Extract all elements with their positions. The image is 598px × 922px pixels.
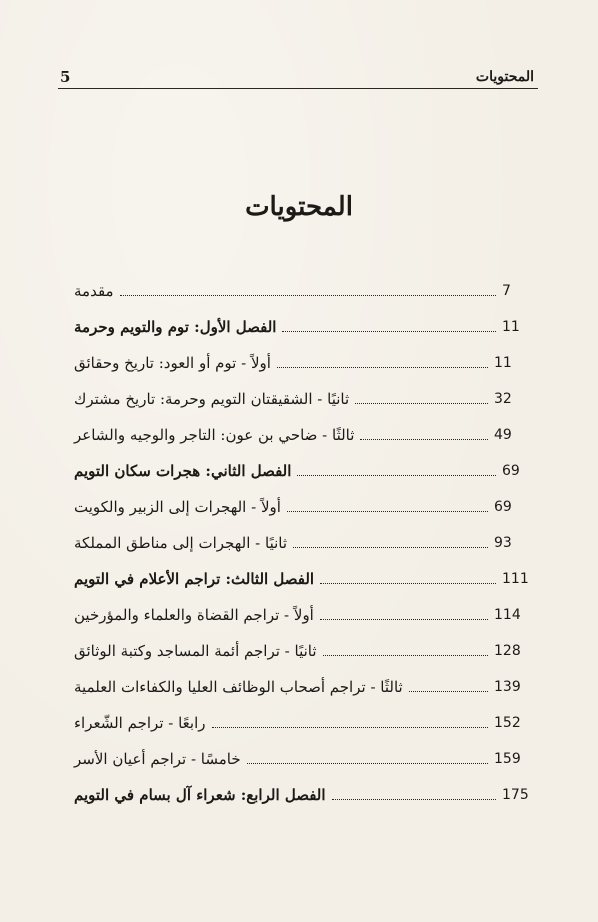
toc-entry xyxy=(74,378,540,414)
toc-entry xyxy=(74,450,540,486)
dot-leader xyxy=(287,511,488,512)
dot-leader xyxy=(320,619,488,620)
toc-entry-label: أولاً - تراجم القضاة والعلماء والمؤرخين xyxy=(74,606,314,624)
toc-entry xyxy=(74,414,540,450)
toc-entry xyxy=(74,738,540,774)
toc-entry-page: 32 xyxy=(494,391,512,407)
toc-entry-label: مقدمة xyxy=(74,282,114,300)
dot-leader xyxy=(120,295,496,296)
toc-entry-label: ثانيًا - الهجرات إلى مناطق المملكة xyxy=(74,534,288,552)
toc-entry xyxy=(74,666,540,702)
toc-entry xyxy=(74,306,540,342)
toc-entry-page: 175 xyxy=(502,787,529,803)
toc-entry-label: ثانيًا - تراجم أئمة المساجد وكتبة الوثائق xyxy=(74,642,317,660)
toc-entry-label: الفصل الثالث: تراجم الأعلام في التويم xyxy=(74,570,315,588)
dot-leader xyxy=(320,583,496,584)
dot-leader xyxy=(247,763,488,764)
toc-entry xyxy=(74,594,540,630)
dot-leader xyxy=(332,799,496,800)
toc-entry-page: 49 xyxy=(494,427,512,443)
toc-entry-page: 111 xyxy=(502,571,529,587)
toc-entry-page: 93 xyxy=(494,535,512,551)
toc-entry-label: ثانيًا - الشقيقتان التويم وحرمة: تاريخ مشترك xyxy=(74,390,350,408)
toc-entry-page: 11 xyxy=(502,319,520,335)
toc-entry-page: 114 xyxy=(494,607,521,623)
dot-leader xyxy=(212,727,489,728)
toc-entry xyxy=(74,270,540,306)
toc-entry xyxy=(74,558,540,594)
toc-entry-label: ثالثًا - تراجم أصحاب الوظائف العليا والكفاءات العلمية xyxy=(74,678,403,696)
dot-leader xyxy=(293,547,488,548)
toc-entry-label: الفصل الثاني: هجرات سكان التويم xyxy=(74,462,292,480)
toc-entry-page: 11 xyxy=(494,355,512,371)
toc-entry xyxy=(74,702,540,738)
toc-entry-page: 128 xyxy=(494,643,521,659)
toc-entry xyxy=(74,630,540,666)
dot-leader xyxy=(282,331,496,332)
toc-entry-page: 69 xyxy=(502,463,520,479)
toc-entry xyxy=(74,342,540,378)
dot-leader xyxy=(277,367,488,368)
toc-entry xyxy=(74,522,540,558)
dot-leader xyxy=(409,691,488,692)
page-number: 5 xyxy=(60,68,71,86)
table-of-contents xyxy=(74,270,540,810)
toc-entry-page: 159 xyxy=(494,751,521,767)
page-title: المحتويات xyxy=(245,192,353,222)
toc-entry-label: ثالثًا - ضاحي بن عون: التاجر والوجيه والشاعر xyxy=(74,426,355,444)
dot-leader xyxy=(360,439,488,440)
toc-entry-page: 152 xyxy=(494,715,521,731)
toc-entry-label: الفصل الأول: توم والتويم وحرمة xyxy=(74,318,277,336)
toc-entry-label: الفصل الرابع: شعراء آل بسام في التويم xyxy=(74,786,326,804)
toc-entry-page: 69 xyxy=(494,499,512,515)
running-title: المحتويات xyxy=(475,69,534,85)
running-header xyxy=(58,62,538,89)
toc-entry xyxy=(74,486,540,522)
toc-entry-page: 7 xyxy=(502,283,511,299)
dot-leader xyxy=(297,475,496,476)
toc-entry-label: أولاً - توم أو العود: تاريخ وحقائق xyxy=(74,354,271,372)
toc-entry-label: رابعًا - تراجم الشّعراء xyxy=(74,714,206,732)
toc-entry xyxy=(74,774,540,810)
toc-entry-page: 139 xyxy=(494,679,521,695)
dot-leader xyxy=(355,403,488,404)
toc-entry-label: خامسًا - تراجم أعيان الأسر xyxy=(74,750,241,768)
toc-entry-label: أولاً - الهجرات إلى الزبير والكويت xyxy=(74,498,281,516)
dot-leader xyxy=(323,655,488,656)
